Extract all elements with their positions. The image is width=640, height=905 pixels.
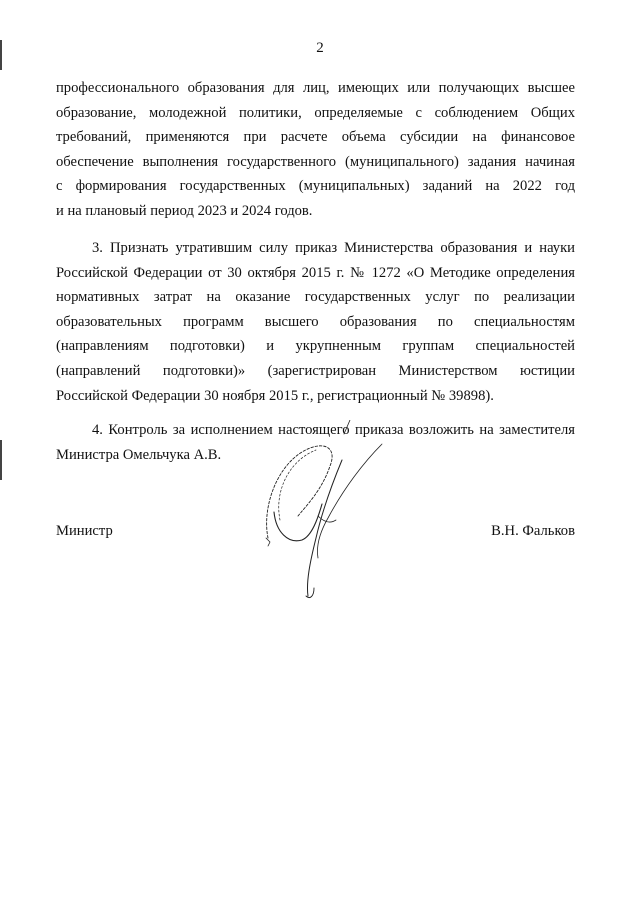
text-line: образование, молодежной политики, определяемые с соблюдением Общих	[56, 104, 575, 121]
text-line: образовательных программ высшего образования по специальностям	[56, 313, 575, 330]
text-line: (направлениям подготовки) и укрупненным группам специальностей	[56, 338, 575, 355]
scan-edge-mark	[0, 440, 2, 480]
page-number: 2	[316, 40, 324, 56]
text-line: и на плановый период 2023 и 2024 годов.	[56, 202, 313, 219]
handwritten-signature	[240, 420, 390, 610]
paragraph-item-3	[56, 236, 575, 408]
text-line: профессионального образования для лиц, имеющих или получающих высшее	[56, 80, 575, 96]
signatory-name: В.Н. Фальков	[491, 523, 575, 539]
text-line: нормативных затрат на оказание государственных услуг по реализации	[56, 289, 575, 306]
text-line: Министра Омельчука А.В.	[56, 446, 222, 463]
text-line: обеспечение выполнения государственного (муниципального) задания начиная	[56, 153, 575, 170]
text-line: с формирования государственных (муниципальных) заданий на 2022 год	[56, 178, 575, 195]
signatory-title: Министр	[56, 523, 113, 539]
text-line: Российской Федерации 30 ноября 2015 г., регистрационный № 39898).	[56, 387, 494, 404]
text-line: 3. Признать утратившим силу приказ Министерства образования и науки	[92, 240, 575, 256]
text-line: Российской Федерации от 30 октября 2015 г. № 1272 «О Методике определения	[56, 264, 575, 281]
text-line: (направлений подготовки)» (зарегистрирован Министерством юстиции	[56, 362, 575, 379]
text-line: требований, применяются при расчете объема субсидии на финансовое	[56, 129, 575, 146]
paragraph-continuation	[56, 76, 575, 224]
text-line: 4. Контроль за исполнением настоящего приказа возложить на заместителя	[92, 422, 575, 438]
